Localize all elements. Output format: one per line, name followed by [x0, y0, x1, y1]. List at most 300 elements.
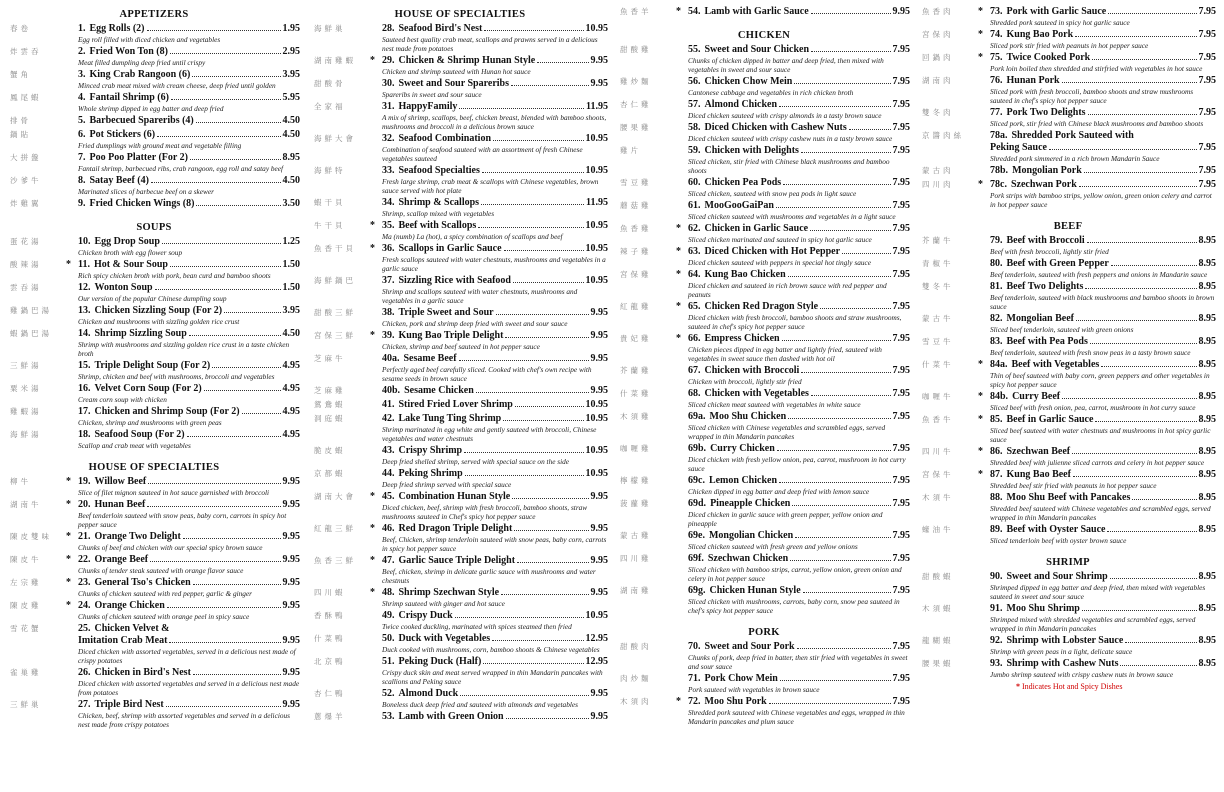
- chinese-name: 蒙古雞: [620, 531, 652, 540]
- dot-leader: [1101, 366, 1196, 367]
- chinese-name: 貴妃雞: [620, 334, 652, 343]
- item-name: Hunan Pork: [1006, 75, 1060, 86]
- item-description: Chunks of chicken sauteed with orange peel in spicy sauce: [78, 612, 250, 621]
- item-name: Curry Chicken: [710, 443, 775, 454]
- dot-leader: [801, 152, 891, 153]
- chinese-name: 木須蝦: [922, 604, 954, 613]
- item-price: 7.95: [892, 673, 910, 684]
- item-number: 22.: [78, 554, 91, 565]
- item-name: Lemon Chicken: [708, 475, 778, 486]
- chinese-name: 炸雞翼: [10, 199, 42, 208]
- item-number: 47.: [382, 555, 395, 566]
- item-number: 41.: [382, 399, 395, 410]
- item-description: Sliced tenderloin beef with oyster brown sauce: [990, 536, 1127, 545]
- dot-leader: [455, 617, 584, 618]
- chinese-name: 雀巢雞: [10, 668, 42, 677]
- chinese-name: 湖南雞: [620, 586, 652, 595]
- item-description: Fantail shrimp, barbecued ribs, crab rangoon, egg roll and satay beef: [78, 164, 284, 173]
- item-name: Pork Two Delights: [1006, 107, 1086, 118]
- item-description: Chunks of tender steak sauteed with orange flavor sauce: [78, 566, 244, 575]
- item-name: Stired Fried Lover Shrimp: [398, 399, 513, 410]
- item-name: General Tso's Chicken: [94, 577, 191, 588]
- dot-leader: [537, 62, 588, 63]
- chinese-name: 魚香牛: [922, 415, 954, 424]
- item-number: 84a.: [990, 359, 1008, 370]
- chinese-name: 全家福: [314, 102, 346, 111]
- chinese-name: 魚香三鮮: [314, 556, 356, 565]
- chinese-name: 檸檬雞: [620, 476, 652, 485]
- item-number: 5.: [78, 115, 86, 126]
- item-price: 3.95: [282, 305, 300, 316]
- item-description: Beef tenderloin, sauteed with fresh snow peas in a tasty brown sauce: [990, 348, 1191, 357]
- item-price: 7.95: [892, 76, 910, 87]
- menu-item: [920, 359, 1216, 389]
- item-name: Moo Shu Beef with Pancakes: [1006, 492, 1131, 503]
- menu-item: [8, 175, 300, 196]
- item-number: 14.: [78, 328, 91, 339]
- spicy-footnote: [1016, 682, 1216, 691]
- menu-item: [618, 553, 910, 583]
- dot-leader: [190, 159, 281, 160]
- item-name: Triple Bird Nest: [94, 699, 164, 710]
- item-price: 9.95: [590, 385, 608, 396]
- item-name: Orange Chicken: [94, 600, 165, 611]
- item-price: 9.95: [590, 330, 608, 341]
- menu-item: [8, 305, 300, 326]
- item-description: Beef tenderloin, sauteed with black mushrooms and bamboo shoots in brown sauce: [990, 293, 1215, 311]
- dot-leader: [788, 276, 891, 277]
- chinese-name: 湖南雞蝦: [314, 56, 356, 65]
- menu-item: [920, 6, 1216, 27]
- item-number: 81.: [990, 281, 1003, 292]
- item-name: Peking Sauce: [990, 142, 1047, 153]
- item-description: Shredded beef stir fried with peanuts in hot pepper sauce: [990, 481, 1157, 490]
- item-price: 4.50: [282, 328, 300, 339]
- menu-item: [618, 99, 910, 120]
- menu-item: [312, 656, 608, 686]
- dot-leader: [148, 483, 280, 484]
- spicy-star-icon: *: [676, 269, 681, 280]
- item-name: Sizzling Rice with Seafood: [398, 275, 511, 286]
- item-description: Thin of beef sauteed with baby corn, green peppers and other vegetables in spicy hot pepper sauce: [990, 371, 1210, 389]
- item-price: 9.95: [590, 307, 608, 318]
- item-name: Peking Duck (Half): [398, 656, 482, 667]
- item-price: 7.95: [892, 333, 910, 344]
- item-description: Shredded beef sauteed with Chinese vegetables and scrambled eggs, served wrapped in thin Mandarin pancakes: [990, 504, 1211, 522]
- chinese-name: 紅龍雞: [620, 302, 652, 311]
- item-number: 69f.: [688, 553, 704, 564]
- item-number: 20.: [78, 499, 91, 510]
- item-price: 9.95: [282, 635, 300, 646]
- item-price: 8.95: [1198, 658, 1216, 669]
- item-name: Hunan Beef: [94, 499, 146, 510]
- spicy-star-icon: *: [978, 446, 983, 457]
- dot-leader: [459, 360, 589, 361]
- item-description: Sliced chicken with Chinese vegetables and scrambled eggs, served wrapped in thin Mandarin pancakes: [688, 423, 886, 441]
- item-price: 7.95: [892, 246, 910, 257]
- item-number: 9.: [78, 198, 86, 209]
- item-price: 7.95: [892, 641, 910, 652]
- menu-item: [920, 603, 1216, 633]
- item-price: 7.95: [1198, 165, 1216, 176]
- chinese-name: 粟米湯: [10, 384, 42, 393]
- item-name: Seafood Specialties: [398, 165, 480, 176]
- item-price: 5.95: [282, 92, 300, 103]
- item-number: 51.: [382, 656, 395, 667]
- item-description: Diced chicken in garlic sauce with green pepper, yellow onion and pineapple: [688, 510, 883, 528]
- item-name: Kung Bao Triple Delight: [398, 330, 504, 341]
- item-price: 7.95: [892, 99, 910, 110]
- menu-item: [8, 152, 300, 173]
- item-name: Szechwan Beef: [1006, 446, 1071, 457]
- dot-leader: [1088, 114, 1197, 115]
- chinese-name: 芝麻雞: [314, 386, 346, 395]
- item-name: Chicken and Shrimp Soup (For 2): [94, 406, 240, 417]
- section-heading: SHRIMP: [1046, 557, 1090, 568]
- item-number: 89.: [990, 524, 1003, 535]
- item-number: 8.: [78, 175, 86, 186]
- item-name: King Crab Rangoon (6): [89, 69, 191, 80]
- item-description: Beef, chicken, shrimp in delicate garlic sauce with mushrooms and water chestnuts: [382, 567, 596, 585]
- item-price: 4.95: [282, 383, 300, 394]
- menu-item: [312, 101, 608, 131]
- chinese-name: 大拼盤: [10, 153, 42, 162]
- item-name: Chicken with Delights: [704, 145, 799, 156]
- dot-leader: [492, 640, 583, 641]
- item-number: 79.: [990, 235, 1003, 246]
- item-name: Diced Chicken with Cashew Nuts: [704, 122, 847, 133]
- item-name: Imitation Crab Meat: [78, 635, 168, 646]
- item-name: Shrimp with Lobster Sauce: [1006, 635, 1124, 646]
- chinese-name: 肉炒麵: [620, 674, 652, 683]
- item-number: 25.: [78, 623, 91, 634]
- menu-item: [920, 281, 1216, 311]
- item-number: 35.: [382, 220, 395, 231]
- item-name: Beef in Garlic Sauce: [1006, 414, 1094, 425]
- dot-leader: [780, 680, 891, 681]
- item-name: Sweet and Sour Spareribs: [398, 78, 509, 89]
- item-number: 85.: [990, 414, 1003, 425]
- item-name: Poo Poo Platter (For 2): [89, 152, 188, 163]
- item-name: Chicken with Broccoli: [704, 365, 800, 376]
- spicy-star-icon: *: [978, 29, 983, 40]
- dot-leader: [803, 592, 891, 593]
- item-price: 7.95: [892, 411, 910, 422]
- item-name: Barbecued Spareribs (4): [89, 115, 194, 126]
- dot-leader: [483, 663, 583, 664]
- spicy-star-icon: *: [676, 6, 681, 17]
- dot-leader: [1107, 531, 1196, 532]
- dot-leader: [782, 340, 891, 341]
- menu-item: [618, 388, 910, 409]
- item-description: Cantonese cabbage and vegetables in rich chicken broth: [688, 88, 854, 97]
- section-heading: APPETIZERS: [119, 9, 189, 20]
- footnote-star: *: [1016, 682, 1020, 691]
- menu-item: [8, 92, 300, 113]
- menu-item: [8, 198, 300, 210]
- chinese-name: 陳皮雞: [10, 601, 42, 610]
- item-name: Satay Beef (4): [89, 175, 149, 186]
- dot-leader: [183, 538, 281, 539]
- menu-item: [618, 641, 910, 671]
- chinese-name: 木須肉: [620, 697, 652, 706]
- item-description: Chicken, shrimp and beef sauteed in hot pepper sauce: [382, 342, 540, 351]
- dot-leader: [478, 227, 583, 228]
- dot-leader: [842, 253, 890, 254]
- item-number: 57.: [688, 99, 701, 110]
- menu-item: [618, 269, 910, 299]
- chinese-name: 甜酸三鮮: [314, 308, 356, 317]
- item-name: Seafood Bird's Nest: [398, 23, 483, 34]
- dot-leader: [514, 530, 588, 531]
- spicy-star-icon: *: [370, 220, 375, 231]
- item-price: 9.95: [590, 523, 608, 534]
- dot-leader: [157, 136, 280, 137]
- dot-leader: [849, 129, 891, 130]
- section-heading: BEEF: [1053, 221, 1083, 232]
- menu-item: [618, 44, 910, 74]
- chinese-name: 蠔油牛: [922, 525, 954, 534]
- item-description: Perfectly aged beef carefully sliced. Cooked with chef's own recipe with sesame seeds in brown sauce: [382, 365, 592, 383]
- item-description: Sliced beef tenderloin, sauteed with green onions: [990, 325, 1134, 334]
- menu-item: [618, 696, 910, 726]
- item-price: 9.95: [282, 667, 300, 678]
- spicy-star-icon: *: [978, 359, 983, 370]
- dot-leader: [1090, 343, 1197, 344]
- item-name: Chicken Velvet &: [94, 623, 170, 634]
- item-price: 3.95: [282, 69, 300, 80]
- item-price: 7.95: [892, 200, 910, 211]
- chinese-name: 什菜鴨: [314, 634, 346, 643]
- item-description: Our version of the popular Chinese dumpling soup: [78, 294, 227, 303]
- dot-leader: [511, 85, 589, 86]
- item-price: 7.95: [892, 122, 910, 133]
- item-number: 61.: [688, 200, 701, 211]
- item-name: Lamb with Green Onion: [398, 711, 504, 722]
- dot-leader: [1111, 265, 1197, 266]
- chinese-name: 北京鴨: [314, 657, 346, 666]
- item-number: 93.: [990, 658, 1003, 669]
- menu-item: [8, 499, 300, 529]
- item-number: 29.: [382, 55, 395, 66]
- chinese-name: 湖南牛: [10, 500, 42, 509]
- item-price: 7.95: [892, 443, 910, 454]
- item-number: 54.: [688, 6, 701, 17]
- dot-leader: [192, 76, 280, 77]
- item-description: Chicken, beef, shrimp with assorted vegetables and served in a delicious nest made from crispy potatoes: [78, 711, 290, 729]
- menu-item: [920, 391, 1216, 412]
- menu-item: [8, 406, 300, 427]
- menu-item: [618, 6, 910, 18]
- chinese-name: 甜酸蝦: [922, 572, 954, 581]
- item-number: 13.: [78, 305, 91, 316]
- item-number: 30.: [382, 78, 395, 89]
- item-price: 8.95: [1198, 492, 1216, 503]
- item-number: 77.: [990, 107, 1003, 118]
- menu-item: [312, 587, 608, 608]
- chinese-name: 雪豆牛: [922, 337, 954, 346]
- item-price: 4.50: [282, 115, 300, 126]
- menu-item: [618, 443, 910, 473]
- item-description: Shrimp marinated in egg white and gently sauteed with broccoli, Chinese vegetables and water chestnuts: [382, 425, 597, 443]
- menu-item: [312, 165, 608, 195]
- chinese-name: 雙冬肉: [922, 108, 954, 117]
- chinese-name: 龍糊蝦: [922, 636, 954, 645]
- item-name: Twice Cooked Pork: [1006, 52, 1091, 63]
- menu-item: [618, 411, 910, 441]
- dot-leader: [204, 390, 281, 391]
- chinese-name: 海鮮特: [314, 166, 346, 175]
- item-number: 26.: [78, 667, 91, 678]
- item-price: 7.95: [892, 145, 910, 156]
- item-price: 8.95: [1198, 524, 1216, 535]
- dot-leader: [1082, 610, 1197, 611]
- item-name: Crispy Shrimp: [398, 445, 463, 456]
- item-name: Velvet Corn Soup (For 2): [94, 383, 202, 394]
- item-price: 7.95: [1198, 6, 1216, 17]
- menu-item: [312, 610, 608, 631]
- item-name: Chicken in Bird's Nest: [94, 667, 191, 678]
- item-name: Shredded Pork Sauteed with: [1011, 130, 1134, 141]
- dot-leader: [1095, 421, 1196, 422]
- chinese-name: 海鮮鍋巴: [314, 276, 356, 285]
- menu-item: [618, 177, 910, 198]
- chinese-name: 甜酸肉: [620, 642, 652, 651]
- item-price: 4.95: [282, 360, 300, 371]
- dot-leader: [167, 607, 281, 608]
- item-description: Shredded pork simmered in a rich brown Mandarin Sauce: [990, 154, 1160, 163]
- item-description: Egg roll filled with diced chicken and vegetables: [78, 35, 221, 44]
- item-number: 52.: [382, 688, 395, 699]
- menu-item: [8, 236, 300, 257]
- item-number: 91.: [990, 603, 1003, 614]
- item-price: 10.95: [585, 275, 608, 286]
- menu-item: [920, 258, 1216, 279]
- item-name: Almond Duck: [398, 688, 459, 699]
- chinese-name: 甜酸骨: [314, 79, 346, 88]
- item-description: Sliced chicken, sauteed with snow pea pods in light sauce: [688, 189, 857, 198]
- menu-item: [8, 554, 300, 575]
- item-price: 9.95: [892, 6, 910, 17]
- menu-item: [8, 129, 300, 150]
- dot-leader: [820, 308, 890, 309]
- spicy-star-icon: *: [370, 330, 375, 341]
- dot-leader: [170, 266, 281, 267]
- item-number: 21.: [78, 531, 91, 542]
- item-name: Shrimp Sizzling Soup: [94, 328, 187, 339]
- dot-leader: [811, 13, 891, 14]
- item-price: 10.95: [585, 243, 608, 254]
- item-number: 78a.: [990, 130, 1008, 141]
- item-price: 12.95: [585, 633, 608, 644]
- dot-leader: [166, 706, 281, 707]
- item-number: 84b.: [990, 391, 1009, 402]
- dot-leader: [193, 674, 281, 675]
- spicy-star-icon: *: [676, 223, 681, 234]
- item-description: Deep fried shelled shrimp, served with special sauce on the side: [382, 457, 570, 466]
- dot-leader: [464, 452, 583, 453]
- item-description: Sliced pork with fresh broccoli, bamboo shoots and straw mushrooms sauteed in chef's spicy hot pepper sauce: [990, 87, 1194, 105]
- item-name: HappyFamily: [398, 101, 458, 112]
- item-name: Beef with Green Pepper: [1006, 258, 1109, 269]
- menu-item: [312, 243, 608, 273]
- item-name: Kung Bao Beef: [1006, 469, 1071, 480]
- item-price: 9.95: [282, 554, 300, 565]
- item-description: Beef tenderloin sauteed with snow peas, baby corn, carrots in spicy hot pepper sauce: [78, 511, 287, 529]
- item-name: Curry Beef: [1012, 391, 1061, 402]
- item-description: Shrimp with green peas in a light, delicate sauce: [990, 647, 1133, 656]
- item-name: Triple Delight Soup (For 2): [94, 360, 211, 371]
- item-description: Whole shrimp dipped in egg batter and deep fried: [78, 104, 224, 113]
- item-name: Red Dragon Triple Delight: [398, 523, 513, 534]
- dot-leader: [459, 108, 584, 109]
- menu-item: [920, 492, 1216, 522]
- menu-item: [618, 246, 910, 267]
- item-name: Egg Drop Soup: [94, 236, 160, 247]
- item-description: Fried dumplings with ground meat and vegetable filling: [78, 141, 242, 150]
- chinese-name: 木須雞: [620, 412, 652, 421]
- item-description: Shrimp and scallops sauteed with water chestnuts, mushrooms and vegetables in a garlic sauce: [382, 287, 578, 305]
- item-price: 9.95: [590, 688, 608, 699]
- chinese-name: 魚香雞: [620, 224, 652, 233]
- menu-item: [920, 414, 1216, 444]
- item-name: Sweet and Sour Pork: [704, 641, 795, 652]
- dot-leader: [155, 289, 281, 290]
- item-description: Pork sauteed with vegetables in brown sauce: [688, 685, 820, 694]
- dot-leader: [788, 418, 890, 419]
- chinese-name: 紅龍三鮮: [314, 524, 356, 533]
- item-price: 1.50: [282, 282, 300, 293]
- menu-item: [920, 29, 1216, 50]
- item-description: Spareribs in sweet and sour sauce: [382, 90, 482, 99]
- item-number: 46.: [382, 523, 395, 534]
- dot-leader: [505, 337, 588, 338]
- item-price: 8.95: [282, 152, 300, 163]
- item-price: 10.95: [585, 610, 608, 621]
- item-price: 7.95: [892, 44, 910, 55]
- item-name: Kung Bao Chicken: [704, 269, 786, 280]
- spicy-star-icon: *: [676, 333, 681, 344]
- item-description: Scallop and crab meat with vegetables: [78, 441, 191, 450]
- item-price: 3.50: [282, 198, 300, 209]
- chinese-name: 四川雞: [620, 554, 652, 563]
- chinese-name: 四川蝦: [314, 588, 346, 597]
- item-price: 9.95: [590, 711, 608, 722]
- chinese-name: 魚香肉: [922, 7, 954, 16]
- item-description: Shrimp sauteed with ginger and hot sauce: [382, 599, 505, 608]
- spicy-star-icon: *: [978, 414, 983, 425]
- menu-item: [312, 133, 608, 163]
- item-description: Fresh large shrimp, crab meat & scallops with Chinese vegetables, brown sauce served with hot plate: [382, 177, 599, 195]
- item-price: 10.95: [585, 413, 608, 424]
- chinese-name: 宮保雞: [620, 270, 652, 279]
- item-price: 4.95: [282, 406, 300, 417]
- item-description: Sliced chicken, stir fried with Chinese black mushrooms and bamboo shoots: [688, 157, 890, 175]
- item-name: Seafood Combination: [398, 133, 492, 144]
- dot-leader: [224, 312, 280, 313]
- chinese-name: 四川牛: [922, 447, 954, 456]
- item-description: Sliced beef with fresh onion, pea, carrot, mushroom in hot curry sauce: [990, 403, 1196, 412]
- item-number: 19.: [78, 476, 91, 487]
- item-price: 9.95: [590, 491, 608, 502]
- item-price: 7.95: [892, 223, 910, 234]
- item-price: 8.95: [1198, 571, 1216, 582]
- item-price: 11.95: [586, 101, 608, 112]
- dot-leader: [1092, 59, 1196, 60]
- item-description: Chunks of chicken sauteed with red pepper, garlic & ginger: [78, 589, 253, 598]
- chinese-name: 排骨: [10, 116, 31, 125]
- item-number: 28.: [382, 23, 395, 34]
